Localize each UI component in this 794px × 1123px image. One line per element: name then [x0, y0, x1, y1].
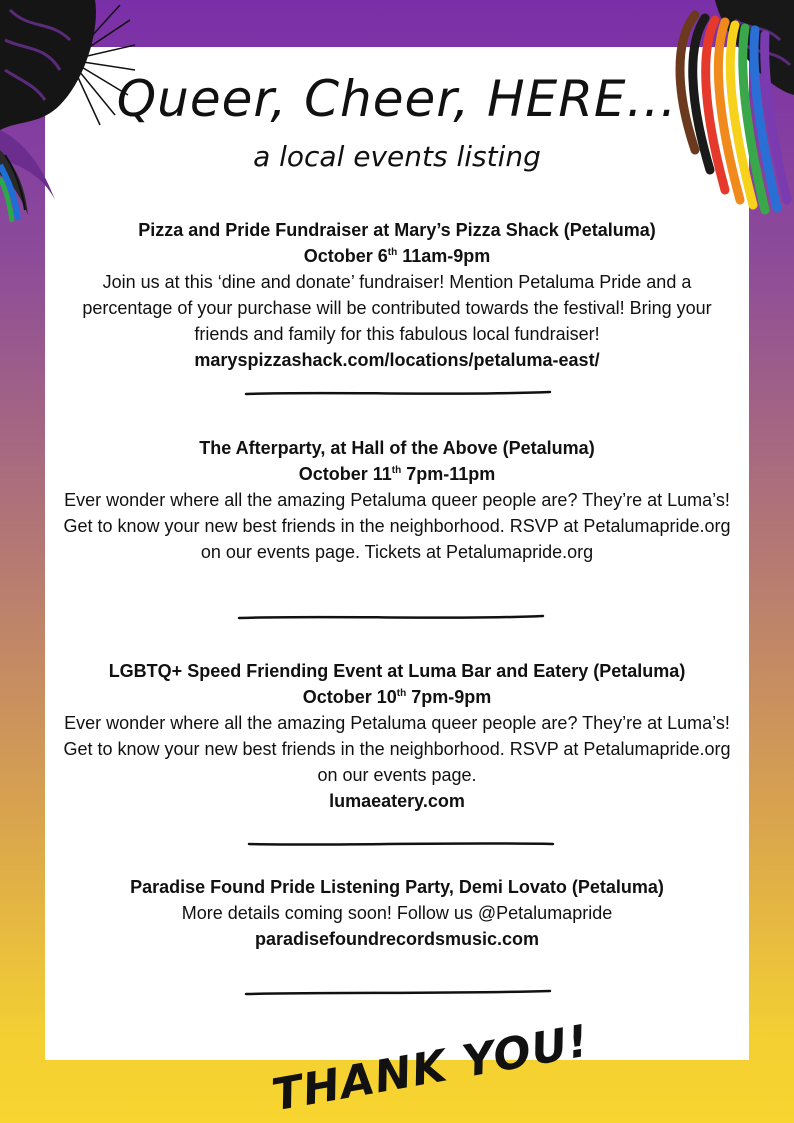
event-link[interactable]: lumaeatery.com	[329, 791, 465, 811]
event-title: The Afterparty, at Hall of the Above (Petaluma)	[199, 438, 595, 458]
event-card	[45, 658, 749, 814]
event-link[interactable]: paradisefoundrecordsmusic.com	[254, 929, 540, 949]
divider-line	[244, 388, 552, 398]
divider-line	[247, 839, 555, 849]
page-title: Queer, Cheer, HERE...	[116, 70, 678, 128]
event-card	[45, 217, 749, 373]
event-description: More details coming soon! Follow us @Petalumapride	[181, 903, 613, 923]
event-description: Ever wonder where all the amazing Petaluma queer people are? They’re at Luma’s! Get to know your new best friends in the neighborhood. RSVP at Petalumapride.org on our events page.	[63, 713, 731, 785]
event-description: Join us at this ‘dine and donate’ fundraiser! Mention Petaluma Pride and a percentage of your purchase will be contributed towards the festival! Bring your friends and family for this fabulous local fundraiser!	[82, 272, 712, 344]
event-date: October 10th 7pm-9pm	[302, 687, 492, 707]
event-title: Paradise Found Pride Listening Party, Demi Lovato (Petaluma)	[130, 877, 664, 897]
event-link[interactable]: maryspizzashack.com/locations/petaluma-east/	[194, 350, 600, 370]
event-date: October 6th 11am-9pm	[303, 246, 491, 266]
page-subtitle: a local events listing	[253, 140, 541, 173]
event-card	[45, 435, 749, 565]
event-card	[45, 874, 749, 952]
divider-line	[237, 612, 545, 622]
svg-text:THANK YOU!: THANK YOU!	[268, 1015, 593, 1122]
divider-line	[244, 988, 552, 998]
event-title: Pizza and Pride Fundraiser at Mary’s Pizza Shack (Petaluma)	[138, 220, 656, 240]
event-description: Ever wonder where all the amazing Petaluma queer people are? They’re at Luma’s! Get to know your new best friends in the neighborhood. RSVP at Petalumapride.org on our events page. Tickets at Petalumapride.org	[63, 490, 731, 562]
event-title: LGBTQ+ Speed Friending Event at Luma Bar and Eatery (Petaluma)	[108, 661, 686, 681]
event-date: October 11th 7pm-11pm	[298, 464, 496, 484]
thank-you-lettering	[260, 1010, 593, 1122]
